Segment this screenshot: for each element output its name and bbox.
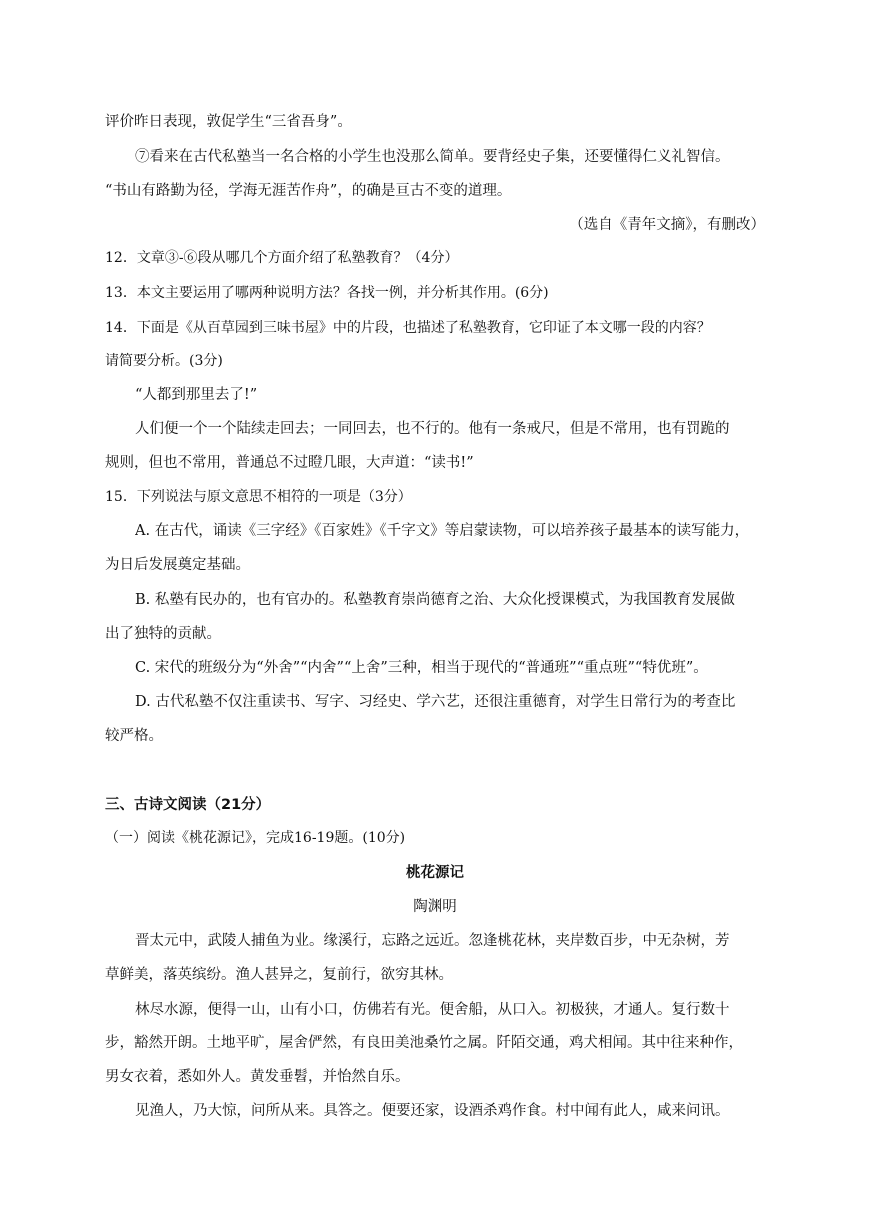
classical-paragraph-2-line-3: 男女衣着，悉如外人。黄发垂髫，并怡然自乐。 [105,1069,410,1085]
excerpt-line-1: 人们便一个一个陆续走回去；一同回去，也不行的。他有一条戒尺，但是不常用，也有罚跪的 [135,421,730,437]
poem-author: 陶渊明 [413,899,457,915]
paragraph-7-line-2: “书山有路勤为径，学海无涯苦作舟”，的确是亘古不变的道理。 [105,183,512,199]
question-12: 12．文章③-⑥段从哪几个方面介绍了私塾教育？（4分） [105,250,459,266]
classical-paragraph-3-line-1: 见渔人，乃大惊，问所从来。具答之。便要还家，设酒杀鸡作食。村中闻有此人，咸来问讯。 [135,1103,730,1119]
option-c: C. 宋代的班级分为“外舍”“内舍”“上舍”三种，相当于现代的“普通班”“重点班”“特优班”。 [135,660,708,676]
classical-paragraph-1-line-2: 草鲜美，落英缤纷。渔人甚异之，复前行，欲穷其林。 [105,967,453,983]
option-d-line-1: D. 古代私塾不仅注重读书、写字、习经史、学六艺，还很注重德育，对学生日常行为的考查比 [135,694,736,710]
classical-paragraph-2-line-2: 步，豁然开朗。土地平旷，屋舍俨然，有良田美池桑竹之属。阡陌交通，鸡犬相闻。其中往来种作， [105,1035,743,1051]
paragraph-7-line-1: ⑦看来在古代私塾当一名合格的小学生也没那么简单。要背经史子集，还要懂得仁义礼智信。 [135,149,730,165]
excerpt-line-2: 规则，但也不常用，普通总不过瞪几眼，大声道：“读书!” [105,455,474,471]
question-14-line-2: 请简要分析。(3分) [105,353,223,369]
excerpt-quote: “人都到那里去了!” [135,387,258,403]
question-15: 15．下列说法与原文意思不相符的一项是（3分） [105,489,412,505]
option-b-line-2: 出了独特的贡献。 [105,626,221,642]
section-heading: 三、古诗文阅读（21分） [105,797,271,813]
source-note: （选自《青年文摘》，有删改） [569,217,765,233]
paragraph-6-end: 评价昨日表现，敦促学生“三省吾身”。 [105,114,352,130]
section-instruction: （一）阅读《桃花源记》，完成16-19题。(10分) [105,830,406,846]
option-a-line-1: A. 在古代，诵读《三字经》《百家姓》《千字文》等启蒙读物，可以培养孩子最基本的读写能力， [135,523,750,539]
option-b-line-1: B. 私塾有民办的，也有官办的。私塾教育崇尚德育之治、大众化授课模式，为我国教育发展做 [135,592,735,608]
option-a-line-2: 为日后发展奠定基础。 [105,557,250,573]
question-14-line-1: 14．下面是《从百草园到三味书屋》中的片段，也描述了私塾教育，它印证了本文哪一段的内容？ [105,320,711,336]
classical-paragraph-2-line-1: 林尽水源，便得一山，山有小口，仿佛若有光。便舍船，从口入。初极狭，才通人。复行数十 [135,1002,730,1018]
option-d-line-2: 较严格。 [105,728,163,744]
question-13: 13．本文主要运用了哪两种说明方法？各找一例，并分析其作用。(6分) [105,285,549,301]
poem-title: 桃花源记 [406,865,464,881]
classical-paragraph-1-line-1: 晋太元中，武陵人捕鱼为业。缘溪行，忘路之远近。忽逢桃花林，夹岸数百步，中无杂树，芳 [135,933,730,949]
